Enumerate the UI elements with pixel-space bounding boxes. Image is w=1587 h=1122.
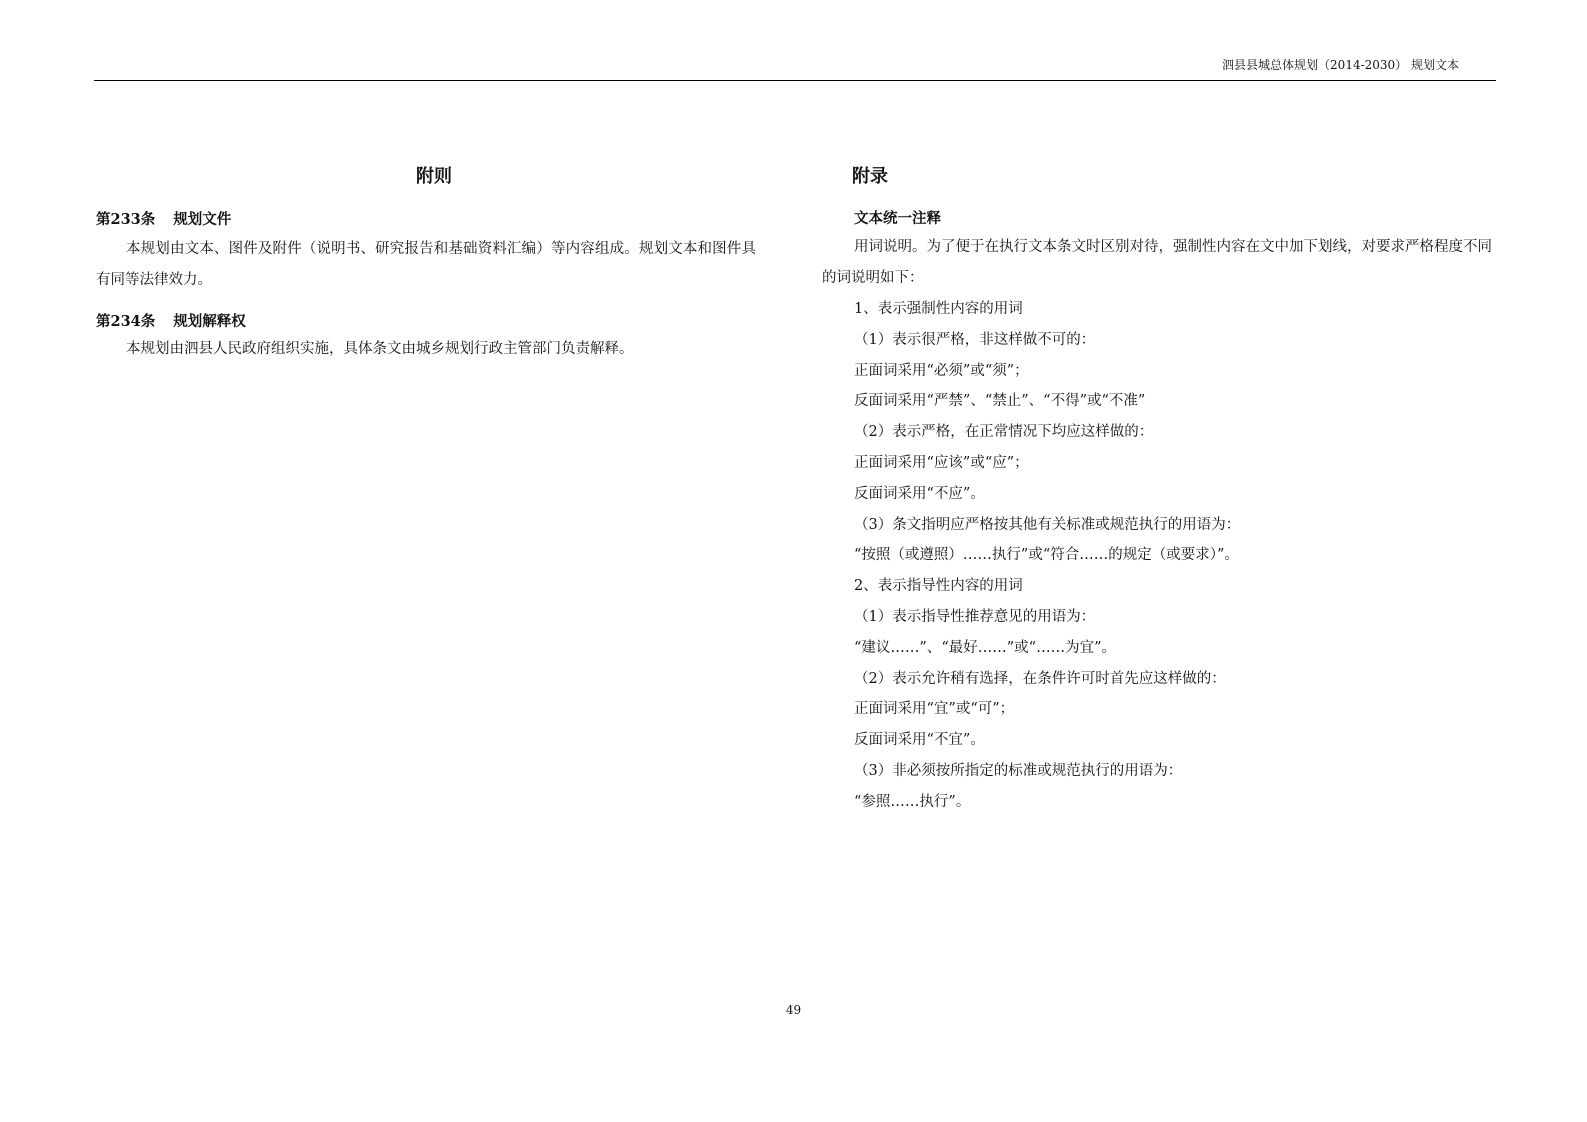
right-section-title: 附录 bbox=[852, 166, 888, 187]
appendix-line: “按照（或遵照）……执行”或“符合……的规定（或要求）”。 bbox=[854, 547, 1239, 564]
appendix-line: 反面词采用“不应”。 bbox=[854, 485, 985, 502]
appendix-line: 正面词采用“必须”或“须”； bbox=[854, 362, 1029, 379]
page-number: 49 bbox=[785, 1003, 802, 1017]
right-column bbox=[822, 160, 1496, 818]
header-rule bbox=[94, 80, 1496, 81]
appendix-line: 1、表示强制性内容的用词 bbox=[854, 301, 1023, 317]
article-heading: 规划解释权 bbox=[173, 313, 246, 330]
appendix-line: （3）非必须按所指定的标准或规范执行的用语为： bbox=[854, 762, 1183, 779]
appendix-line: （1）表示指导性推荐意见的用语为： bbox=[854, 608, 1096, 625]
appendix-line: 反面词采用“严禁”、“禁止”、“不得”或“不准” bbox=[854, 393, 1146, 410]
article-head bbox=[96, 310, 756, 334]
appendix-line: （2）表示严格，在正常情况下均应这样做的： bbox=[854, 424, 1154, 441]
article-number: 第233条 bbox=[96, 211, 156, 228]
appendix-intro: 用词说明。为了便于在执行文本条文时区别对待，强制性内容在文中加下划线，对要求严格程度不同的词说明如下： bbox=[822, 239, 1492, 286]
running-header: 泗县县城总体规划（2014-2030） 规划文本 bbox=[1222, 58, 1459, 72]
left-column bbox=[96, 160, 756, 365]
appendix-line: （3）条文指明应严格按其他有关标准或规范执行的用语为： bbox=[854, 516, 1241, 533]
article-number: 第234条 bbox=[96, 313, 156, 330]
article-heading: 规划文件 bbox=[173, 211, 232, 228]
appendix-line: （2）表示允许稍有选择，在条件许可时首先应这样做的： bbox=[854, 670, 1226, 687]
article-text: 本规划由泗县人民政府组织实施，具体条文由城乡规划行政主管部门负责解释。 bbox=[126, 341, 634, 357]
appendix-line: 正面词采用“宜”或“可”； bbox=[854, 701, 1015, 718]
appendix-line: （1）表示很严格，非这样做不可的： bbox=[854, 331, 1096, 348]
appendix-line: “建议……”、“最好……”或“……为宜”。 bbox=[854, 639, 1116, 656]
article-head bbox=[96, 208, 756, 232]
appendix-subheading: 文本统一注释 bbox=[854, 210, 941, 227]
appendix-line: 正面词采用“应该”或“应”； bbox=[854, 454, 1029, 471]
left-section-title: 附则 bbox=[416, 166, 452, 187]
article-text: 本规划由文本、图件及附件（说明书、研究报告和基础资料汇编）等内容组成。规划文本和图件具有同等法律效力。 bbox=[96, 241, 756, 288]
appendix-line: 2、表示指导性内容的用词 bbox=[854, 578, 1023, 595]
appendix-line: 反面词采用“不宜”。 bbox=[854, 732, 985, 749]
appendix-line: “参照……执行”。 bbox=[854, 793, 971, 810]
